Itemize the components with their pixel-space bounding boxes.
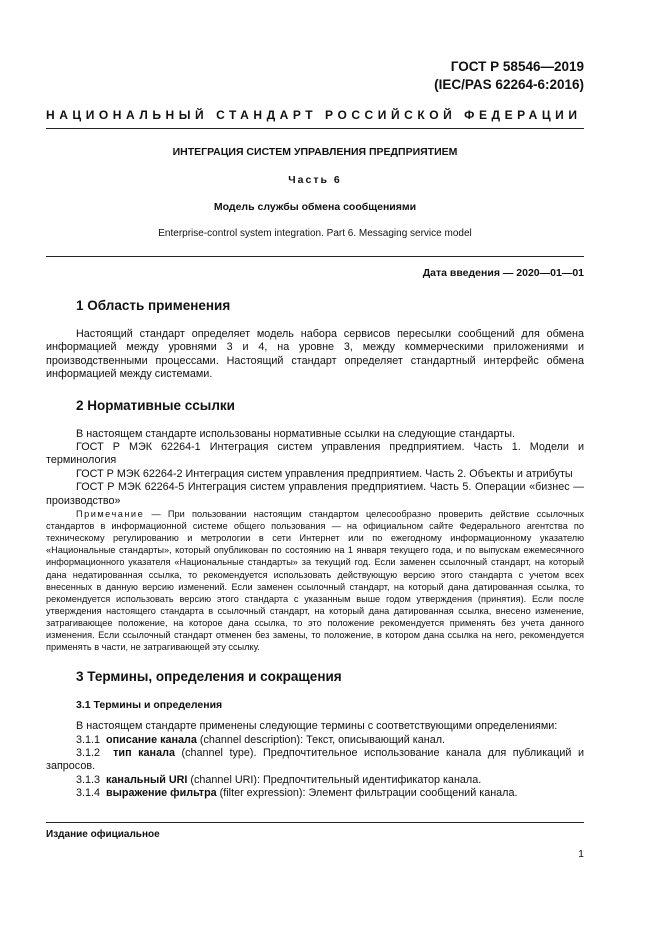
normative-reference: ГОСТ Р МЭК 62264-2 Интеграция систем управления предприятием. Часть 2. Объекты и атрибуты bbox=[76, 467, 573, 480]
term-definition: (channel URI): Предпочтительный идентификатор канала. bbox=[187, 773, 482, 786]
term-entry bbox=[46, 774, 584, 787]
document-part: Часть 6 bbox=[288, 174, 342, 186]
document-title: ИНТЕГРАЦИЯ СИСТЕМ УПРАВЛЕНИЯ ПРЕДПРИЯТИЕМ bbox=[172, 146, 458, 158]
national-standard-banner: НАЦИОНАЛЬНЫЙ СТАНДАРТ РОССИЙСКОЙ ФЕДЕРАЦИИ bbox=[46, 108, 582, 122]
iec-code: (IEC/PAS 62264-6:2016) bbox=[434, 77, 584, 92]
standard-code-block bbox=[434, 58, 584, 94]
term-definition: (channel type). Предпочтительное использование канала для публикаций и запросов. bbox=[46, 747, 585, 773]
document-body bbox=[46, 298, 584, 801]
term-definition: (filter expression): Элемент фильтрации сообщений канала. bbox=[216, 787, 518, 800]
section-3-intro: В настоящем стандарте применены следующие термины с соответствующими определениями: bbox=[76, 720, 558, 733]
section-2-intro: В настоящем стандарте использованы нормативные ссылки на следующие стандарты. bbox=[76, 427, 515, 440]
term-name: тип канала bbox=[113, 747, 175, 759]
title-divider bbox=[46, 256, 584, 257]
term-entry bbox=[46, 787, 584, 800]
note-text: — При пользовании настоящим стандартом целесообразно проверить действие ссылочных стандартов в информационной системе общего пользования — на официальном сайте Федерального агентства по техническому регулированию и метрологии в сети Интернет или по ежегодному информационному указателю «Национальные стандарты», который опубликован по состоянию на 1 января текущего года, и по выпускам ежемесячного информационного указателя «Национальные стандарты» за текущий год. Если заменен ссылочный стандарт, на который дана недатированная ссылка, то рекомендуется использовать действующую версию этого стандарта с учетом всех внесенных в данную версию изменений. Если заменен ссылочный стандарт, на который дана датированная ссылка, то рекомендуется использовать версию этого стандарта с указанным выше годом утверждения (принятия). Если после утверждения настоящего стандарта в ссылочный стандарт, на который дана датированная ссылка, внесено изменение, затрагивающее положение, на которое дана ссылка, то это положение рекомендуется применять без учета данного изменения. Если ссылочный стандарт отменен без замены, то положение, в котором дана ссылка на него, рекомендуется применять в части, не затрагивающей эту ссылку. bbox=[46, 509, 584, 653]
term-name: выражение фильтра bbox=[106, 787, 217, 800]
term-number: 3.1.3 bbox=[76, 773, 101, 786]
term-number: 3.1.1 bbox=[76, 733, 101, 746]
section-2-heading: 2 Нормативные ссылки bbox=[76, 397, 235, 413]
term-name: описание канала bbox=[106, 733, 197, 746]
reference-note bbox=[46, 508, 584, 653]
document-subtitle: Модель службы обмена сообщениями bbox=[213, 201, 417, 213]
term-definition: (channel description): Текст, описывающий канал. bbox=[196, 733, 446, 746]
section-3-1-heading: 3.1 Термины и определения bbox=[76, 699, 223, 712]
section-1-heading: 1 Область применения bbox=[76, 298, 231, 313]
term-number: 3.1.2 bbox=[76, 747, 101, 759]
introduction-date: Дата введения — 2020—01—01 bbox=[422, 267, 584, 279]
normative-reference: ГОСТ Р МЭК 62264-1 Интеграция систем управления предприятием. Часть 1. Модели и терминология bbox=[46, 441, 584, 467]
term-entry bbox=[46, 734, 584, 747]
english-title: Enterprise-control system integration. Part 6. Messaging service model bbox=[158, 228, 472, 239]
term-entry bbox=[46, 747, 584, 774]
term-number: 3.1.4 bbox=[76, 787, 101, 800]
section-3-heading: 3 Термины, определения и сокращения bbox=[76, 669, 342, 685]
footer-divider bbox=[46, 822, 584, 823]
edition-label: Издание официальное bbox=[46, 829, 160, 840]
normative-reference: ГОСТ Р МЭК 62264-5 Интеграция систем управления предприятием. Часть 5. Операции «бизнес — производство» bbox=[46, 481, 584, 507]
header-divider bbox=[46, 128, 584, 129]
section-1-text: Настоящий стандарт определяет модель набора сервисов пересылки сообщений для обмена информацией между уровнями 3 и 4, на уровне 3, между коммерческими приложениями и производственными процессами. Настоящий стандарт определяет стандартный интерфейс обмена информацией между системами. bbox=[46, 328, 584, 381]
term-name: канальный URI bbox=[106, 773, 188, 786]
note-label: Примечание bbox=[76, 509, 145, 520]
page-number: 1 bbox=[578, 848, 584, 860]
standard-code: ГОСТ Р 58546—2019 bbox=[450, 59, 584, 74]
